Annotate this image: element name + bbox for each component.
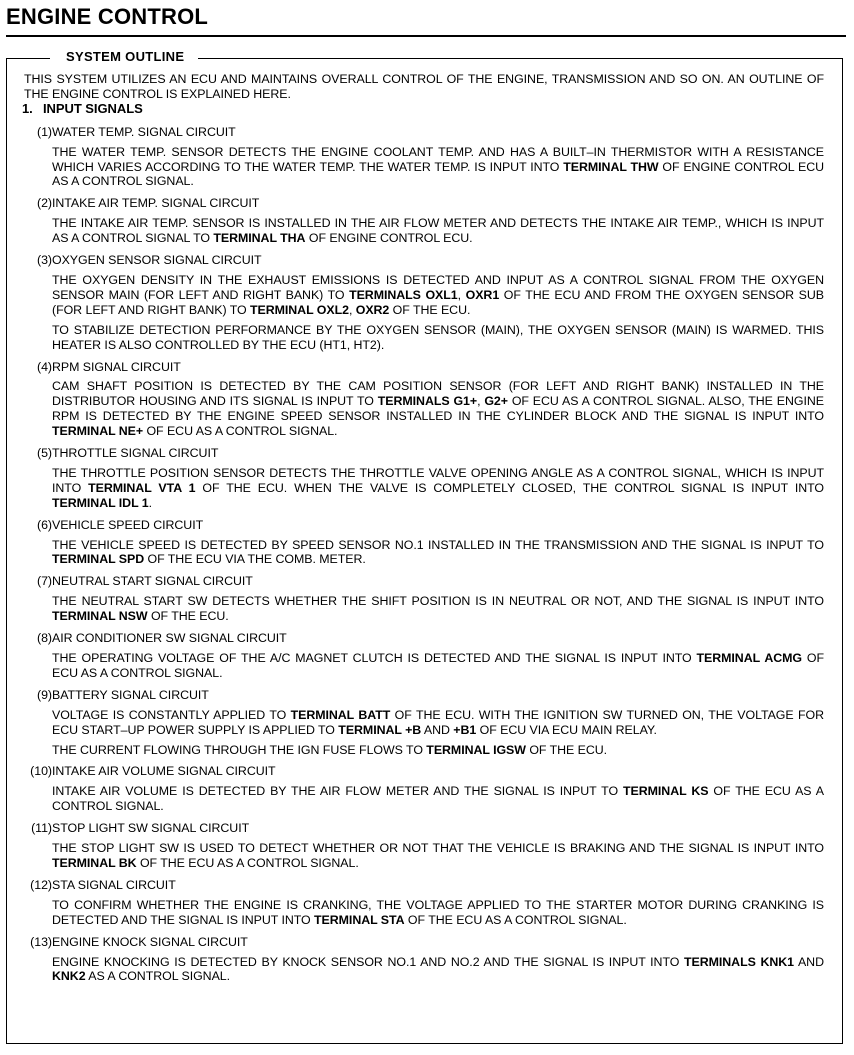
item-title [24,518,824,533]
paragraph-text: THE WATER TEMP. SENSOR DETECTS THE ENGINE COOLANT TEMP. AND HAS A BUILT–IN THERMISTOR WITH A RESISTANCE WHICH VARIES ACCORDING TO THE WATER TEMP. THE WATER TEMP. IS INPUT INTO [52,144,824,174]
paragraph-text: OF ECU AS A CONTROL SIGNAL. [52,651,824,680]
list-item [24,253,824,352]
terminal-name: TERMINAL KS [623,784,709,799]
terminal-name: TERMINAL +B [338,722,422,737]
paragraph-text: OF THE ECU AS A CONTROL SIGNAL. [52,784,824,814]
item-title-label: INTAKE AIR TEMP. SIGNAL CIRCUIT [52,196,260,211]
item-title [24,935,824,950]
heading-label: INPUT SIGNALS [43,100,143,116]
terminal-name: TERMINALS OXL1 [349,287,458,302]
item-number: (4) [37,359,52,374]
paragraph-text: OF THE ECU VIA THE COMB. METER. [144,552,366,567]
item-paragraph [52,841,824,871]
item-number: (2) [37,196,52,211]
item-number: (6) [37,517,52,532]
paragraph-text: OF THE ECU. [147,609,229,624]
item-number: (13) [30,934,52,949]
terminal-name: +B1 [453,722,477,737]
terminal-name: OXR2 [355,302,390,317]
list-item [24,196,824,246]
item-body [24,273,824,353]
item-title-label: RPM SIGNAL CIRCUIT [52,359,181,374]
item-paragraph [52,784,824,814]
terminal-name: TERMINAL ACMG [696,651,802,665]
item-title-label: STOP LIGHT SW SIGNAL CIRCUIT [52,821,250,836]
signal-circuit-list [24,125,824,985]
item-body [24,708,824,758]
paragraph-text: TO STABILIZE DETECTION PERFORMANCE BY THE OXYGEN SENSOR (MAIN), THE OXYGEN SENSOR (MAIN) IS WARMED. THIS HEATER IS ALSO CONTROLLED BY THE ECU (HT1, HT2). [52,322,824,352]
terminal-name: TERMINAL BK [52,855,137,870]
item-number: (10) [30,764,52,779]
heading-number: 1. [22,100,33,116]
paragraph-text: THE VEHICLE SPEED IS DETECTED BY SPEED SENSOR NO.1 INSTALLED IN THE TRANSMISSION AND THE SIGNAL IS INPUT TO [52,537,824,552]
item-body [24,145,824,190]
item-paragraph [52,145,824,190]
terminal-name: TERMINAL IDL 1 [52,495,149,510]
item-number: (1) [37,124,52,139]
paragraph-text: OF ECU AS A CONTROL SIGNAL. ALSO, THE ENGINE RPM IS DETECTED BY THE ENGINE SPEED SENSOR INSTALLED IN THE CYLINDER BLOCK AND THE SIGNAL IS INPUT INTO [52,394,824,424]
item-title-label: THROTTLE SIGNAL CIRCUIT [52,446,219,461]
item-number: (12) [30,877,52,892]
terminal-name: TERMINAL IGSW [426,742,526,757]
paragraph-text: OF THE ECU. WHEN THE VALVE IS COMPLETELY CLOSED, THE CONTROL SIGNAL IS INPUT INTO [195,480,824,495]
terminal-name: TERMINAL THW [563,159,659,174]
item-paragraph [52,466,824,511]
paragraph-text: INTAKE AIR VOLUME IS DETECTED BY THE AIR FLOW METER AND THE SIGNAL IS INPUT TO [52,784,624,799]
paragraph-text: CAM SHAFT POSITION IS DETECTED BY THE CAM POSITION SENSOR (FOR LEFT AND RIGHT BANK) INSTALLED IN THE DISTRIBUTOR HOUSING AND ITS SIGNAL IS INPUT TO [52,379,824,409]
item-body [24,216,824,246]
paragraph-text: OF ECU VIA ECU MAIN RELAY. [476,722,657,737]
paragraph-text: THE OXYGEN DENSITY IN THE EXHAUST EMISSIONS IS DETECTED AND INPUT AS A CONTROL SIGNAL FROM THE OXYGEN SENSOR MAIN (FOR LEFT AND RIGHT BANK) TO [52,272,824,302]
item-body [24,898,824,928]
item-title [24,631,824,646]
paragraph-text: . [148,495,153,510]
paragraph-text: AND [794,954,824,969]
paragraph-text: , [457,287,466,302]
terminal-name: G2+ [484,394,508,409]
item-paragraph [52,379,824,439]
paragraph-text: THE THROTTLE POSITION SENSOR DETECTS THE THROTTLE VALVE OPENING ANGLE AS A CONTROL SIGNAL, WHICH IS INPUT INTO [52,465,824,495]
list-item [24,821,824,871]
paragraph-text: OF THE ECU. [525,742,608,757]
item-title-label: NEUTRAL START SIGNAL CIRCUIT [52,574,253,589]
terminal-name: TERMINALS KNK1 [683,954,794,969]
paragraph-text: OF ECU AS A CONTROL SIGNAL. [143,424,338,439]
list-item [24,446,824,511]
item-title-label: INTAKE AIR VOLUME SIGNAL CIRCUIT [52,764,276,779]
paragraph-text: THE CURRENT FLOWING THROUGH THE IGN FUSE FLOWS TO [52,742,427,757]
terminal-name: TERMINAL THA [213,231,306,246]
item-title [24,360,824,375]
item-body [24,538,824,568]
item-number: (7) [37,574,52,589]
item-body [24,784,824,814]
paragraph-text: TO CONFIRM WHETHER THE ENGINE IS CRANKING, THE VOLTAGE APPLIED TO THE STARTER MOTOR DURING CRANKING IS DETECTED AND THE SIGNAL IS INPUT INTO [52,897,824,927]
item-body [24,466,824,511]
list-item [24,688,824,758]
paragraph-text: OF THE ECU AS A CONTROL SIGNAL. [136,855,359,870]
item-title [24,688,824,703]
item-paragraph [52,898,824,928]
item-title-label: AIR CONDITIONER SW SIGNAL CIRCUIT [52,631,287,646]
item-title [24,253,824,268]
paragraph-text: THE OPERATING VOLTAGE OF THE A/C MAGNET CLUTCH IS DETECTED AND THE SIGNAL IS INPUT INTO [52,651,697,665]
list-item [24,631,824,681]
item-number: (3) [37,253,52,268]
item-paragraph [52,651,824,681]
paragraph-text: , [477,394,485,409]
list-item [24,574,824,624]
terminal-name: TERMINAL NE+ [52,424,144,439]
terminal-name: TERMINAL NSW [52,609,148,624]
item-title [24,821,824,836]
section-title: SYSTEM OUTLINE [50,49,198,64]
item-paragraph [52,538,824,568]
item-title-label: STA SIGNAL CIRCUIT [52,877,176,892]
item-paragraph [52,323,824,353]
paragraph-text: THE STOP LIGHT SW IS USED TO DETECT WHETHER OR NOT THAT THE VEHICLE IS BRAKING AND THE SIGNAL IS INPUT INTO [52,841,824,856]
paragraph-text: , [348,302,356,317]
page-title: ENGINE CONTROL [6,4,209,29]
terminal-name: TERMINALS G1+ [377,394,478,409]
list-item [24,360,824,440]
list-item [24,878,824,928]
list-item [24,518,824,568]
paragraph-text: OF ENGINE CONTROL ECU AS A CONTROL SIGNAL. [52,159,825,189]
list-item [24,764,824,814]
item-title-label: VEHICLE SPEED CIRCUIT [52,517,204,532]
terminal-name: KNK2 [52,969,86,984]
item-title [24,878,824,893]
item-paragraph [52,594,824,624]
paragraph-text: AS A CONTROL SIGNAL. [85,969,231,984]
item-paragraph [52,708,824,738]
title-rule [6,35,846,37]
paragraph-text: OF ENGINE CONTROL ECU. [305,231,473,246]
paragraph-text: OF THE ECU. [389,302,471,317]
terminal-name: OXR1 [465,287,500,302]
paragraph-text: OF THE ECU. WITH THE IGNITION SW TURNED ON, THE VOLTAGE FOR ECU START–UP POWER SUPPLY IS APPLIED TO [52,707,824,737]
list-item [24,125,824,190]
item-body [24,379,824,439]
item-number: (5) [37,446,52,461]
item-title [24,125,824,140]
item-paragraph [52,955,824,985]
item-body [24,955,824,985]
item-title-label: WATER TEMP. SIGNAL CIRCUIT [52,124,236,139]
item-title-label: ENGINE KNOCK SIGNAL CIRCUIT [52,934,248,949]
item-paragraph [52,273,824,318]
list-item [24,935,824,985]
item-number: (9) [37,687,52,702]
item-body [24,841,824,871]
item-title-label: BATTERY SIGNAL CIRCUIT [52,687,209,702]
item-title [24,574,824,589]
item-body [24,651,824,681]
item-title [24,446,824,461]
item-paragraph [52,216,824,246]
terminal-name: TERMINAL BATT [290,707,391,722]
paragraph-text: AND [421,722,454,737]
item-paragraph [52,743,824,758]
item-body [24,594,824,624]
paragraph-text: THE INTAKE AIR TEMP. SENSOR IS INSTALLED IN THE AIR FLOW METER AND DETECTS THE INTAKE AIR TEMP., WHICH IS INPUT AS A CONTROL SIGNAL TO [52,216,824,246]
paragraph-text: OF THE ECU AS A CONTROL SIGNAL. [404,912,627,927]
paragraph-text: THE NEUTRAL START SW DETECTS WHETHER THE SHIFT POSITION IS IN NEUTRAL OR NOT, AND THE SIGNAL IS INPUT INTO [52,594,824,609]
terminal-name: TERMINAL SPD [52,552,145,567]
terminal-name: TERMINAL OXL2 [249,302,349,317]
terminal-name: TERMINAL STA [314,912,405,927]
item-title [24,764,824,779]
item-number: (8) [37,631,52,646]
item-number: (11) [31,821,52,836]
paragraph-text: VOLTAGE IS CONSTANTLY APPLIED TO [52,707,291,722]
terminal-name: TERMINAL VTA 1 [88,480,196,495]
document-body [24,72,824,991]
item-title-label: OXYGEN SENSOR SIGNAL CIRCUIT [52,253,262,268]
paragraph-text: OF THE ECU AND FROM THE OXYGEN SENSOR SUB (FOR LEFT AND RIGHT BANK) TO [52,287,824,317]
section-heading [22,102,824,117]
paragraph-text: ENGINE KNOCKING IS DETECTED BY KNOCK SENSOR NO.1 AND NO.2 AND THE SIGNAL IS INPUT INTO [52,954,684,969]
intro-paragraph: THIS SYSTEM UTILIZES AN ECU AND MAINTAINS OVERALL CONTROL OF THE ENGINE, TRANSMISSION AND SO ON. AN OUTLINE OF THE ENGINE CONTROL IS EXPLAINED HERE. [24,72,824,101]
item-title [24,196,824,211]
